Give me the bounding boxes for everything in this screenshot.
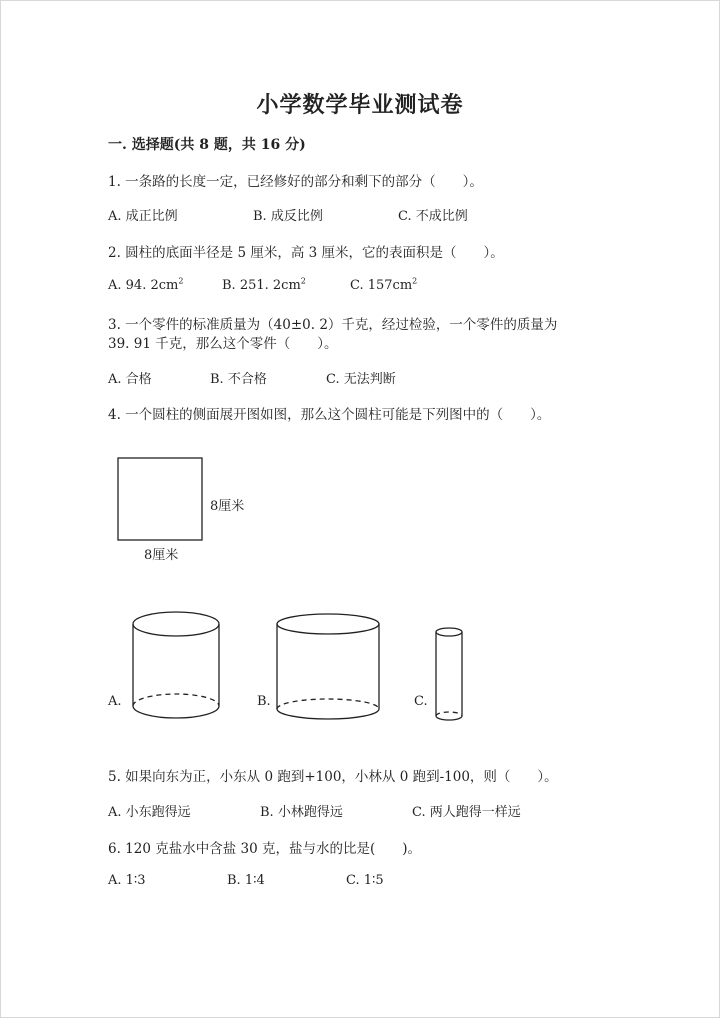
question-6-option-b[interactable]: B. 1∶4 [227,873,265,888]
question-3-line-1: 3. 一个零件的标准质量为（40±0. 2）千克，经过检验，一个零件的质量为 [108,317,558,333]
question-5-text: 5. 如果向东为正，小东从 0 跑到+100，小林从 0 跑到-100，则（ ）。 [108,769,558,785]
question-3-option-a[interactable]: A. 合格 [108,372,152,387]
question-3-option-c[interactable]: C. 无法判断 [326,372,396,387]
net-bottom-label: 8厘米 [144,548,179,563]
page-title: 小学数学毕业测试卷 [256,92,464,118]
question-2-option-a[interactable]: A. 94. $2cm^2$ [108,276,184,293]
question-4-option-c[interactable]: C. [414,694,428,709]
question-6-text: 6. 120 克盐水中含盐 30 克，盐与水的比是( )。 [108,841,422,857]
question-2-option-b[interactable]: B. 251. $2cm^2$ [222,276,306,293]
cylinder-c [436,628,462,720]
question-3-line-2: 39. 91 千克，那么这个零件（ ）。 [108,336,338,352]
net-square [118,458,202,540]
question-2-text: 2. 圆柱的底面半径是 5 厘米，高 3 厘米，它的表面积是（ ）。 [108,245,504,261]
section-heading: 一. 选择题(共 8 题，共 16 分) [108,137,306,153]
question-6-option-a[interactable]: A. 1∶3 [108,873,146,888]
question-4-text: 4. 一个圆柱的侧面展开图如图，那么这个圆柱可能是下列图中的（ ）。 [108,407,551,423]
net-side-label: 8厘米 [210,499,245,514]
cylinder-b [277,614,379,719]
question-1-text: 1. 一条路的长度一定，已经修好的部分和剩下的部分（ ）。 [108,174,483,190]
question-5-option-c[interactable]: C. 两人跑得一样远 [412,805,521,820]
question-2-option-c[interactable]: C. $157cm^2$ [350,276,418,293]
question-4-option-a[interactable]: A. [108,694,122,709]
question-5-option-b[interactable]: B. 小林跑得远 [260,805,343,820]
question-1-option-a[interactable]: A. 成正比例 [108,209,178,224]
question-3-option-b[interactable]: B. 不合格 [210,372,267,387]
cylinder-a [133,612,219,718]
question-6-option-c[interactable]: C. 1∶5 [346,873,384,888]
question-1-option-b[interactable]: B. 成反比例 [253,209,323,224]
question-5-option-a[interactable]: A. 小东跑得远 [108,805,191,820]
question-1-option-c[interactable]: C. 不成比例 [398,209,468,224]
question-4-option-b[interactable]: B. [257,694,271,709]
